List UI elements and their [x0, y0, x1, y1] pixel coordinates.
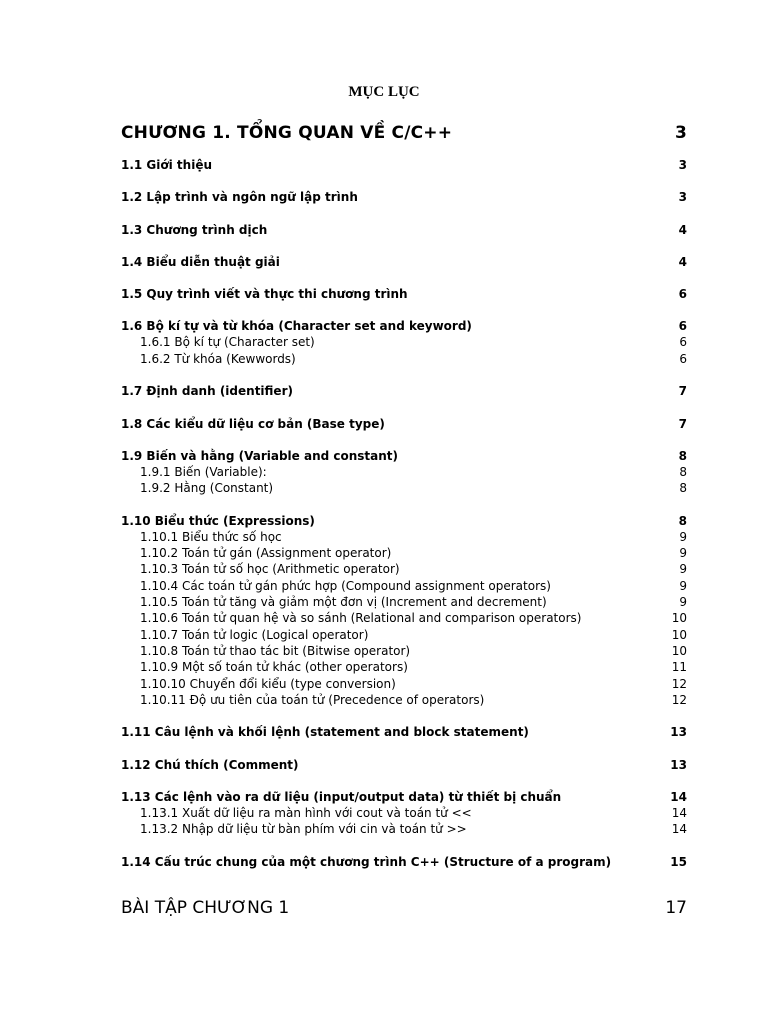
- toc-spacer: [121, 270, 687, 286]
- toc-subsection[interactable]: [121, 805, 687, 821]
- toc-footer-page: 17: [665, 898, 687, 918]
- toc-subsection-label: 1.10.9 Một số toán tử khác (other operators): [140, 660, 408, 675]
- toc-subsection-page: 6: [679, 335, 687, 350]
- toc-section-page: 13: [670, 757, 687, 772]
- toc-spacer: [121, 838, 687, 854]
- toc-section-page: 4: [678, 222, 687, 237]
- toc-section-label: 1.1 Giới thiệu: [121, 158, 213, 172]
- toc-subsection[interactable]: [121, 334, 687, 350]
- toc-section-page: 3: [678, 190, 687, 205]
- toc-section-label: 1.9 Biến và hằng (Variable and constant): [121, 448, 399, 463]
- toc-subsection[interactable]: [121, 351, 687, 367]
- toc-subsection[interactable]: [121, 676, 687, 692]
- toc-section[interactable]: [121, 416, 687, 432]
- toc-spacer: [121, 740, 687, 756]
- toc-subsection[interactable]: [121, 821, 687, 837]
- toc-subsection-page: 10: [671, 611, 687, 626]
- toc-spacer: [121, 302, 687, 318]
- toc-section-page: 4: [678, 254, 687, 269]
- toc-chapter-page: 3: [674, 123, 687, 143]
- toc-subsection[interactable]: [121, 643, 687, 659]
- toc-section-label: 1.2 Lập trình và ngôn ngữ lập trình: [121, 190, 358, 205]
- toc-spacer: [121, 399, 687, 415]
- toc-section-page: 14: [670, 790, 687, 805]
- toc-subsection-page: 12: [671, 692, 687, 707]
- toc-subsection-label: 1.9.2 Hằng (Constant): [140, 481, 274, 496]
- toc-list: [121, 157, 687, 870]
- toc-spacer: [121, 497, 687, 513]
- toc-subsection-page: 10: [671, 627, 687, 642]
- table-of-contents: [121, 123, 687, 870]
- toc-spacer: [121, 173, 687, 189]
- toc-subsection-page: 14: [671, 822, 687, 837]
- toc-subsection-label: 1.10.3 Toán tử số học (Arithmetic operator): [140, 562, 400, 577]
- toc-spacer: [121, 432, 687, 448]
- toc-section-label: 1.10 Biểu thức (Expressions): [121, 513, 315, 528]
- toc-subsection-label: 1.10.11 Độ ưu tiên của toán tử (Precedence of operators): [140, 692, 485, 707]
- toc-section[interactable]: [121, 157, 687, 173]
- toc-section-label: 1.3 Chương trình dịch: [121, 222, 268, 237]
- toc-subsection-label: 1.10.2 Toán tử gán (Assignment operator): [140, 546, 392, 561]
- toc-section-page: 15: [670, 854, 687, 869]
- toc-subsection-label: 1.13.1 Xuất dữ liệu ra màn hình với cout và toán tử <<: [140, 806, 472, 821]
- toc-subsection-page: 9: [679, 562, 687, 577]
- toc-subsection-page: 9: [679, 529, 687, 544]
- toc-section[interactable]: [121, 318, 687, 334]
- toc-subsection[interactable]: [121, 692, 687, 708]
- toc-section[interactable]: [121, 513, 687, 529]
- toc-section[interactable]: [121, 854, 687, 870]
- toc-section[interactable]: [121, 789, 687, 805]
- toc-section[interactable]: [121, 254, 687, 270]
- toc-subsection-page: 9: [679, 546, 687, 561]
- toc-spacer: [121, 708, 687, 724]
- toc-chapter-label: CHƯƠNG 1. TỔNG QUAN VỀ C/C++: [121, 123, 453, 143]
- toc-subsection[interactable]: [121, 610, 687, 626]
- toc-section[interactable]: [121, 383, 687, 399]
- toc-subsection[interactable]: [121, 594, 687, 610]
- toc-subsection-page: 8: [679, 464, 687, 479]
- toc-subsection-label: 1.10.10 Chuyển đổi kiểu (type conversion): [140, 676, 396, 691]
- toc-subsection[interactable]: [121, 545, 687, 561]
- toc-section[interactable]: [121, 286, 687, 302]
- toc-footer-label: BÀI TẬP CHƯƠNG 1: [121, 898, 290, 918]
- toc-section-label: 1.12 Chú thích (Comment): [121, 757, 299, 772]
- toc-subsection[interactable]: [121, 480, 687, 496]
- toc-subsection-page: 11: [671, 660, 687, 675]
- toc-section-label: 1.13 Các lệnh vào ra dữ liệu (input/output data) từ thiết bị chuẩn: [121, 790, 562, 805]
- toc-subsection-page: 12: [671, 676, 687, 691]
- toc-subsection-page: 9: [679, 595, 687, 610]
- toc-section-page: 13: [670, 725, 687, 740]
- toc-section-label: 1.11 Câu lệnh và khối lệnh (statement and block statement): [121, 725, 529, 740]
- toc-subsection-page: 6: [679, 351, 687, 366]
- toc-section[interactable]: [121, 448, 687, 464]
- toc-section-label: 1.14 Cấu trúc chung của một chương trình C++ (Structure of a program): [121, 854, 612, 869]
- page-title: MỤC LỤC: [348, 84, 420, 100]
- toc-spacer: [121, 367, 687, 383]
- toc-subsection[interactable]: [121, 659, 687, 675]
- toc-section-label: 1.4 Biểu diễn thuật giải: [121, 254, 280, 269]
- toc-section[interactable]: [121, 757, 687, 773]
- toc-section[interactable]: [121, 222, 687, 238]
- toc-subsection[interactable]: [121, 464, 687, 480]
- toc-subsection-label: 1.6.2 Từ khóa (Kewwords): [140, 351, 296, 366]
- toc-subsection-page: 10: [671, 643, 687, 658]
- toc-subsection[interactable]: [121, 561, 687, 577]
- toc-subsection-label: 1.13.2 Nhập dữ liệu từ bàn phím với cin và toán tử >>: [140, 822, 467, 837]
- toc-section-page: 6: [678, 319, 687, 334]
- toc-subsection-label: 1.9.1 Biến (Variable):: [140, 464, 267, 479]
- toc-subsection-label: 1.10.5 Toán tử tăng và giảm một đơn vị (Increment and decrement): [140, 595, 547, 610]
- toc-section-page: 7: [678, 384, 687, 399]
- toc-subsection-label: 1.10.4 Các toán tử gán phức hợp (Compound assignment operators): [140, 578, 551, 593]
- toc-subsection-page: 14: [671, 806, 687, 821]
- toc-spacer: [121, 238, 687, 254]
- toc-section-label: 1.6 Bộ kí tự và từ khóa (Character set and keyword): [121, 319, 472, 334]
- toc-subsection-page: 8: [679, 481, 687, 496]
- toc-subsection[interactable]: [121, 529, 687, 545]
- toc-subsection-label: 1.10.1 Biểu thức số học: [140, 529, 282, 544]
- toc-section-page: 8: [678, 448, 687, 463]
- toc-section-page: 6: [678, 287, 687, 302]
- toc-section[interactable]: [121, 189, 687, 205]
- toc-subsection-label: 1.6.1 Bộ kí tự (Character set): [140, 335, 315, 350]
- toc-section-page: 3: [678, 158, 687, 172]
- toc-section-page: 8: [678, 513, 687, 528]
- toc-subsection-label: 1.10.6 Toán tử quan hệ và so sánh (Relational and comparison operators): [140, 611, 582, 626]
- toc-section-label: 1.8 Các kiểu dữ liệu cơ bản (Base type): [121, 416, 385, 431]
- toc-spacer: [121, 773, 687, 789]
- toc-chapter[interactable]: [121, 123, 687, 147]
- toc-section-label: 1.5 Quy trình viết và thực thi chương trình: [121, 287, 408, 302]
- toc-subsection-label: 1.10.8 Toán tử thao tác bit (Bitwise operator): [140, 643, 411, 658]
- toc-subsection-label: 1.10.7 Toán tử logic (Logical operator): [140, 627, 369, 642]
- toc-subsection[interactable]: [121, 627, 687, 643]
- toc-spacer: [121, 205, 687, 221]
- toc-section-page: 7: [678, 416, 687, 431]
- toc-subsection-page: 9: [679, 578, 687, 593]
- toc-subsection[interactable]: [121, 578, 687, 594]
- toc-section-label: 1.7 Định danh (identifier): [121, 384, 293, 399]
- toc-footer-entry[interactable]: [121, 898, 687, 918]
- toc-section[interactable]: [121, 724, 687, 740]
